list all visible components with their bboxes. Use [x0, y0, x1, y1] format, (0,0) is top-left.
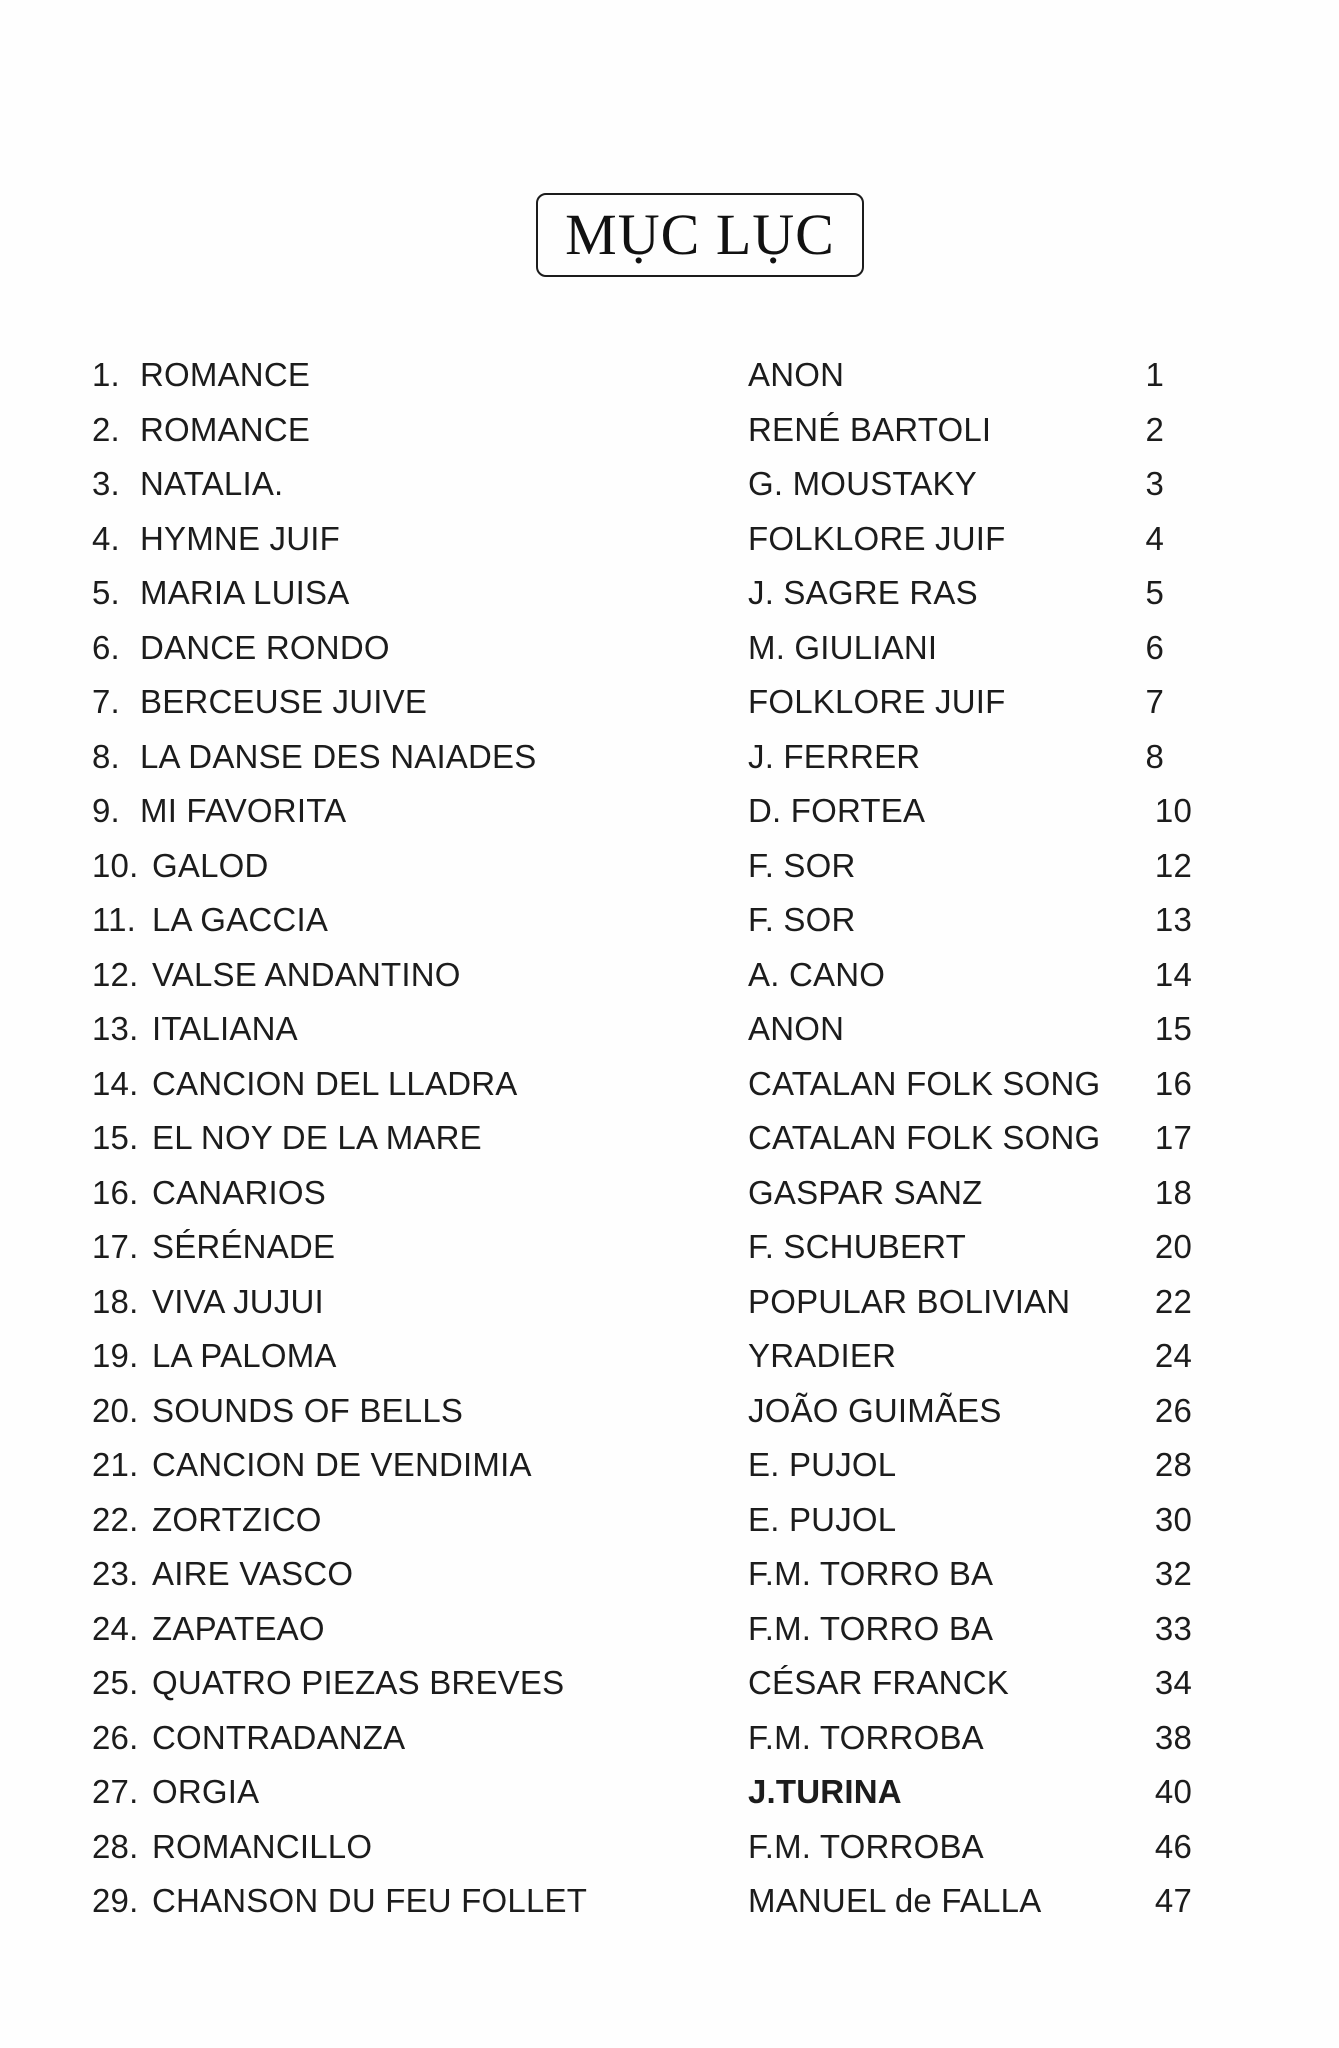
entry-title: LA PALOMA — [152, 1337, 337, 1374]
entry-number: 18. — [92, 1282, 139, 1320]
entry-number: 20. — [92, 1391, 139, 1429]
entry-title: AIRE VASCO — [152, 1555, 354, 1592]
entry-number: 26. — [92, 1718, 139, 1756]
entry-number: 15. — [92, 1119, 139, 1156]
entry-number: 13. — [92, 1010, 139, 1047]
toc-entry — [92, 403, 1192, 458]
entry-page-number: 8 — [1145, 737, 1164, 775]
entry-title: VALSE ANDANTINO — [152, 955, 461, 993]
toc-entry — [92, 621, 1192, 676]
entry-title: GALOD — [152, 846, 269, 884]
entry-composer: J. SAGRE RAS — [748, 574, 978, 611]
entry-title: SOUNDS OF BELLS — [152, 1391, 464, 1429]
entry-page-number: 12 — [1154, 846, 1192, 884]
entry-composer: ANON — [748, 1010, 845, 1047]
entry-page-number: 7 — [1145, 683, 1164, 720]
entry-page-number: 33 — [1154, 1609, 1192, 1647]
entry-composer: E. PUJOL — [748, 1500, 897, 1538]
entry-composer: POPULAR BOLIVIAN — [748, 1282, 1071, 1320]
toc-entry — [92, 784, 1192, 839]
entry-number: 2. — [92, 410, 120, 448]
toc-entry — [92, 893, 1192, 948]
entry-page-number: 24 — [1154, 1337, 1192, 1374]
entry-title: MARIA LUISA — [140, 574, 350, 611]
entry-page-number: 16 — [1154, 1064, 1192, 1102]
entry-composer: F.M. TORROBA — [748, 1718, 984, 1756]
toc-entry — [92, 1275, 1192, 1330]
entry-page-number: 38 — [1154, 1718, 1192, 1756]
entry-composer: A. CANO — [748, 955, 886, 993]
entry-number: 8. — [92, 737, 120, 775]
entry-page-number: 10 — [1154, 792, 1192, 829]
entry-title: CANARIOS — [152, 1173, 326, 1211]
entry-title: LA DANSE DES NAIADES — [140, 737, 537, 775]
entry-composer: J.TURINA — [748, 1773, 902, 1810]
toc-entry — [92, 1493, 1192, 1548]
entry-page-number: 22 — [1154, 1282, 1192, 1320]
page-title: MỤC LỤC — [565, 202, 835, 267]
entry-composer: YRADIER — [748, 1337, 897, 1374]
entry-title: ZAPATEAO — [152, 1609, 325, 1647]
entry-composer: MANUEL de FALLA — [748, 1882, 1042, 1919]
toc-entry — [92, 1602, 1192, 1657]
entry-composer: F. SOR — [748, 901, 856, 938]
entry-page-number: 6 — [1145, 628, 1164, 666]
entry-title: CHANSON DU FEU FOLLET — [152, 1882, 588, 1919]
toc-entry — [92, 1166, 1192, 1221]
toc-entry — [92, 1656, 1192, 1711]
entry-title: ROMANCE — [140, 356, 311, 393]
toc-entry — [92, 1384, 1192, 1439]
entry-number: 1. — [92, 356, 120, 393]
entry-number: 17. — [92, 1228, 139, 1265]
toc-entry — [92, 1057, 1192, 1112]
entry-composer: F.M. TORRO BA — [748, 1609, 994, 1647]
entry-title: ORGIA — [152, 1773, 260, 1810]
entry-number: 16. — [92, 1173, 139, 1211]
entry-number: 25. — [92, 1664, 139, 1701]
entry-page-number: 26 — [1154, 1391, 1192, 1429]
entry-number: 19. — [92, 1337, 139, 1374]
entry-title: QUATRO PIEZAS BREVES — [152, 1664, 565, 1701]
entry-composer: CATALAN FOLK SONG — [748, 1064, 1101, 1102]
heading-box — [536, 193, 864, 277]
entry-title: VIVA JUJUI — [152, 1282, 324, 1320]
toc-entry — [92, 1002, 1192, 1057]
toc-entry — [92, 1220, 1192, 1275]
entry-composer: FOLKLORE JUIF — [748, 683, 1006, 720]
entry-page-number: 13 — [1154, 901, 1192, 938]
entry-title: ZORTZICO — [152, 1500, 322, 1538]
toc-entry — [92, 512, 1192, 567]
entry-page-number: 3 — [1145, 465, 1164, 502]
toc-entry — [92, 1820, 1192, 1875]
entry-number: 27. — [92, 1773, 139, 1810]
toc-entry — [92, 1329, 1192, 1384]
toc-entry — [92, 675, 1192, 730]
entry-number: 9. — [92, 792, 120, 829]
entry-composer: F. SOR — [748, 846, 856, 884]
entry-page-number: 47 — [1154, 1882, 1192, 1919]
entry-number: 23. — [92, 1555, 139, 1592]
toc-entry — [92, 1547, 1192, 1602]
entry-composer: ANON — [748, 356, 845, 393]
toc-entry — [92, 730, 1192, 785]
entry-page-number: 1 — [1145, 356, 1164, 393]
entry-title: NATALIA. — [140, 465, 284, 502]
toc-entry — [92, 566, 1192, 621]
entry-composer: D. FORTEA — [748, 792, 926, 829]
entry-page-number: 4 — [1145, 519, 1164, 557]
entry-page-number: 32 — [1154, 1555, 1192, 1592]
entry-title: SÉRÉNADE — [152, 1228, 336, 1265]
entry-page-number: 14 — [1154, 955, 1192, 993]
entry-title: CANCION DE VENDIMIA — [152, 1446, 532, 1483]
entry-number: 11. — [92, 901, 137, 938]
entry-number: 21. — [92, 1446, 139, 1483]
table-of-contents — [92, 348, 1192, 1929]
entry-composer: G. MOUSTAKY — [748, 465, 977, 502]
entry-title: HYMNE JUIF — [140, 519, 340, 557]
entry-composer: CATALAN FOLK SONG — [748, 1119, 1101, 1156]
entry-page-number: 15 — [1154, 1010, 1192, 1047]
entry-page-number: 17 — [1154, 1119, 1192, 1156]
entry-number: 14. — [92, 1064, 139, 1102]
entry-composer: JOÃO GUIMÃES — [748, 1391, 1002, 1429]
toc-entry — [92, 1711, 1192, 1766]
entry-page-number: 18 — [1154, 1173, 1192, 1211]
entry-title: ROMANCILLO — [152, 1827, 373, 1865]
entry-title: CONTRADANZA — [152, 1718, 406, 1756]
entry-composer: GASPAR SANZ — [748, 1173, 983, 1211]
entry-composer: M. GIULIANI — [748, 628, 938, 666]
entry-number: 5. — [92, 574, 120, 611]
entry-title: ITALIANA — [152, 1010, 298, 1047]
entry-composer: E. PUJOL — [748, 1446, 897, 1483]
toc-entry — [92, 1438, 1192, 1493]
entry-composer: F.M. TORRO BA — [748, 1555, 994, 1592]
entry-title: LA GACCIA — [152, 901, 329, 938]
entry-page-number: 30 — [1154, 1500, 1192, 1538]
toc-entry — [92, 1874, 1192, 1929]
entry-page-number: 40 — [1154, 1773, 1192, 1810]
entry-number: 28. — [92, 1827, 139, 1865]
entry-number: 6. — [92, 628, 120, 666]
toc-entry — [92, 839, 1192, 894]
entry-title: EL NOY DE LA MARE — [152, 1119, 482, 1156]
entry-title: ROMANCE — [140, 410, 311, 448]
entry-title: MI FAVORITA — [140, 792, 347, 829]
entry-number: 29. — [92, 1882, 139, 1919]
entry-composer: J. FERRER — [748, 737, 921, 775]
entry-number: 10. — [92, 846, 139, 884]
entry-number: 22. — [92, 1500, 139, 1538]
entry-page-number: 2 — [1145, 410, 1164, 448]
toc-entry — [92, 457, 1192, 512]
entry-composer: F. SCHUBERT — [748, 1228, 966, 1265]
entry-page-number: 46 — [1154, 1827, 1192, 1865]
entry-number: 3. — [92, 465, 120, 502]
entry-title: DANCE RONDO — [140, 628, 390, 666]
toc-entry — [92, 948, 1192, 1003]
entry-title: BERCEUSE JUIVE — [140, 683, 428, 720]
entry-page-number: 28 — [1154, 1446, 1192, 1483]
entry-title: CANCION DEL LLADRA — [152, 1064, 518, 1102]
toc-entry — [92, 348, 1192, 403]
toc-entry — [92, 1765, 1192, 1820]
entry-page-number: 20 — [1154, 1228, 1192, 1265]
entry-composer: RENÉ BARTOLI — [748, 410, 992, 448]
entry-number: 7. — [92, 683, 120, 720]
entry-number: 12. — [92, 955, 139, 993]
entry-number: 4. — [92, 519, 120, 557]
toc-entry — [92, 1111, 1192, 1166]
entry-page-number: 5 — [1145, 574, 1164, 611]
entry-composer: FOLKLORE JUIF — [748, 519, 1006, 557]
entry-composer: CÉSAR FRANCK — [748, 1664, 1009, 1701]
entry-number: 24. — [92, 1609, 139, 1647]
entry-page-number: 34 — [1154, 1664, 1192, 1701]
entry-composer: F.M. TORROBA — [748, 1827, 984, 1865]
